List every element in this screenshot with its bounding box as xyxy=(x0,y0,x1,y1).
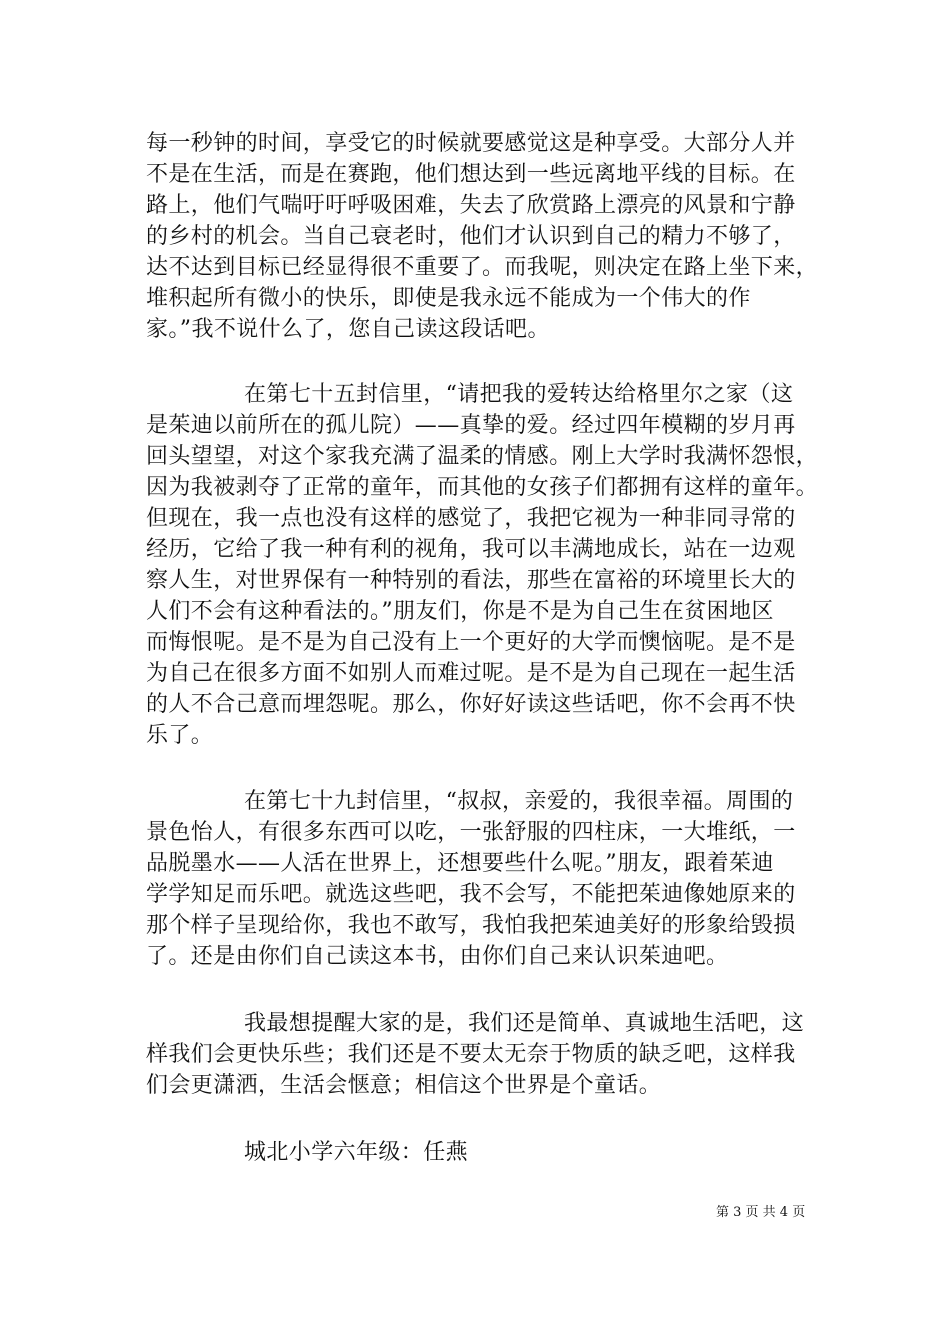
paragraph-first-line: 在第七十九封信里，“叔叔，亲爱的，我很幸福。周围的 xyxy=(244,789,794,814)
text-line: 而悔恨呢。是不是为自己没有上一个更好的大学而懊恼呢。是不是 xyxy=(146,630,796,655)
text-line: 回头望望，对这个家我充满了温柔的情感。刚上大学时我满怀怨恨， xyxy=(146,444,819,469)
text-line: 品脱墨水——人活在世界上，还想要些什么呢。”朋友，跟着茱迪 xyxy=(146,851,774,876)
text-line: 的人不合己意而埋怨呢。那么，你好好读这些话吧，你不会再不快 xyxy=(146,692,796,717)
text-line: 们会更潇洒，生活会惬意；相信这个世界是个童话。 xyxy=(146,1073,662,1098)
text-line: 的乡村的机会。当自己衰老时，他们才认识到自己的精力不够了， xyxy=(146,224,796,249)
text-line: 路上，他们气喘吁吁呼吸困难，失去了欣赏路上漂亮的风景和宁静 xyxy=(146,193,796,218)
text-line: 因为我被剥夺了正常的童年，而其他的女孩子们都拥有这样的童年。 xyxy=(146,475,819,500)
paragraph-first-line: 在第七十五封信里，“请把我的爱转达给格里尔之家（这 xyxy=(244,382,794,407)
text-line: 堆积起所有微小的快乐，即使是我永远不能成为一个伟大的作 xyxy=(146,286,751,311)
text-line: 不是在生活，而是在赛跑，他们想达到一些远离地平线的目标。在 xyxy=(146,162,796,187)
text-line: 学学知足而乐吧。就选这些吧，我不会写，不能把茱迪像她原来的 xyxy=(146,882,796,907)
text-line: 是茱迪以前所在的孤儿院）——真挚的爱。经过四年模糊的岁月再 xyxy=(146,413,796,438)
text-line: 家。”我不说什么了，您自己读这段话吧。 xyxy=(146,317,550,342)
text-line: 达不达到目标已经显得很不重要了。而我呢，则决定在路上坐下来， xyxy=(146,255,819,280)
text-line: 人们不会有这种看法的。”朋友们，你是不是为自己生在贫困地区 xyxy=(146,599,774,624)
page-number-footer: 第 3 页 共 4 页 xyxy=(716,1205,806,1220)
text-line: 每一秒钟的时间，享受它的时候就要感觉这是种享受。大部分人并 xyxy=(146,131,796,156)
text-line: 那个样子呈现给你，我也不敢写，我怕我把茱迪美好的形象给毁损 xyxy=(146,913,796,938)
text-line: 景色怡人，有很多东西可以吃，一张舒服的四柱床，一大堆纸，一 xyxy=(146,820,796,845)
text-line: 乐了。 xyxy=(146,723,214,748)
text-line: 为自己在很多方面不如别人而难过呢。是不是为自己现在一起生活 xyxy=(146,661,796,686)
text-line: 了。还是由你们自己读这本书，由你们自己来认识茱迪吧。 xyxy=(146,944,729,969)
text-line: 样我们会更快乐些；我们还是不要太无奈于物质的缺乏吧，这样我 xyxy=(146,1042,796,1067)
text-line: 察人生，对世界保有一种特别的看法，那些在富裕的环境里长大的 xyxy=(146,568,796,593)
paragraph-first-line: 我最想提醒大家的是，我们还是简单、真诚地生活吧，这 xyxy=(244,1011,805,1036)
text-line: 经历，它给了我一种有利的视角，我可以丰满地成长，站在一边观 xyxy=(146,537,796,562)
author-signature: 城北小学六年级：任燕 xyxy=(244,1140,469,1165)
text-line: 但现在，我一点也没有这样的感觉了，我把它视为一种非同寻常的 xyxy=(146,506,796,531)
